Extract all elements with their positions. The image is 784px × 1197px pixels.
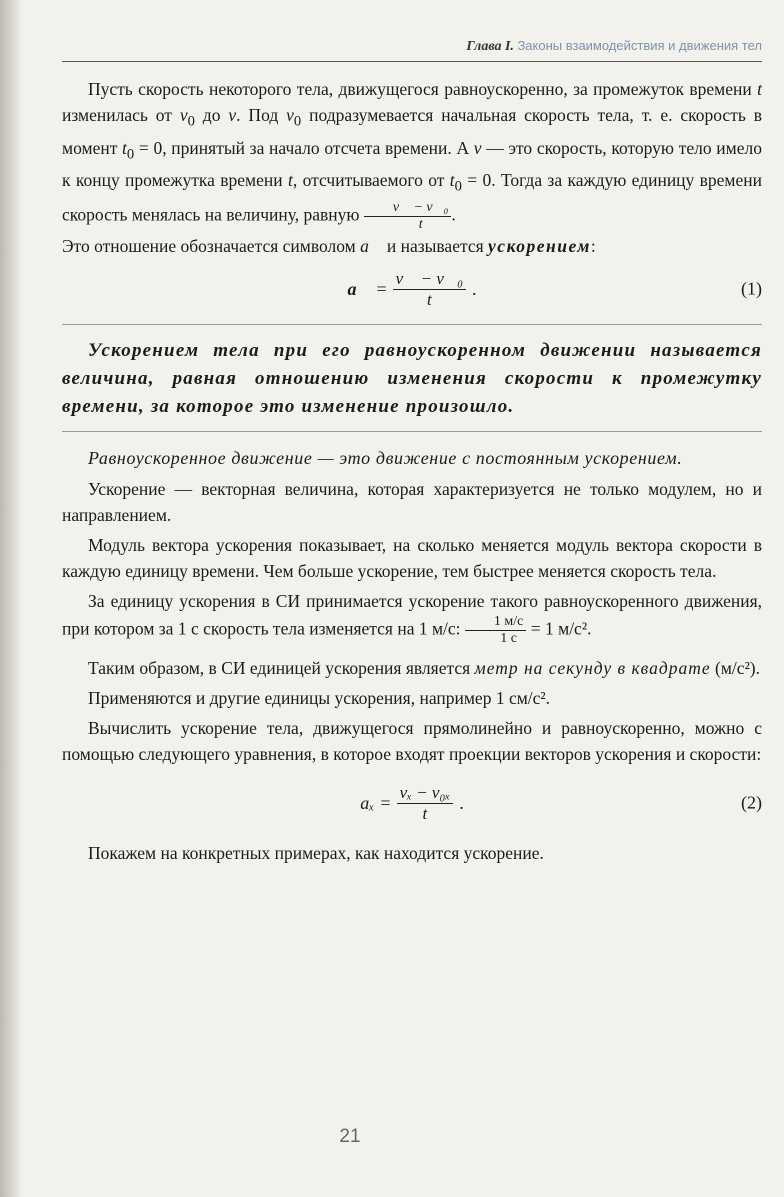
divider-top bbox=[62, 324, 762, 325]
paragraph-examples: Покажем на конкретных примерах, как находится ускорение. bbox=[88, 842, 544, 863]
divider-bottom bbox=[62, 431, 762, 432]
definition-box: Ускорением тела при его равноускоренном движении называется величина, равная отношению изменения скорости к промежутку времени, за которое это изменение произошло. bbox=[62, 339, 762, 417]
paragraph-unit-name: Таким образом, в СИ единицей ускорения является метр на секунду в квадрате (м/с²). bbox=[88, 657, 761, 678]
running-header bbox=[62, 38, 762, 62]
velocity-change-fraction: $\frac{\text{v⃗ − v⃗₀}}{t}$ bbox=[364, 200, 452, 233]
page-number: 21 bbox=[339, 1126, 361, 1147]
term-unit: метр на секунду в квадрате bbox=[474, 657, 711, 678]
book-page bbox=[62, 38, 762, 866]
formula-1: a⃗ = $\frac{\text{v⃗ − v⃗₀}}{t}$ . (1) bbox=[347, 268, 762, 309]
paragraph-other-units: Применяются и другие единицы ускорения, например 1 см/с². bbox=[88, 687, 551, 708]
paragraph-projection: Вычислить ускорение тела, движущегося прямолинейно и равноускоренно, можно с помощью следующего уравнения, в которое входят проекции векторов ускорения и скорости: bbox=[62, 717, 762, 764]
paragraph-modulus: Модуль вектора ускорения показывает, на сколько меняется модуль вектора скорости в каждую единицу времени. Чем больше ускорение, тем быстрее меняется скорость тела. bbox=[62, 534, 762, 581]
paragraph-acceleration-symbol: Это отношение обозначается символом a⃗ и называется ускорением: bbox=[62, 235, 596, 256]
paragraph-si-unit: За единицу ускорения в СИ принимается ускорение такого равноускоренного движения, при котором за 1 с скорость тела изменяется на 1 м/с: $\frac{1 м/с}{1 с}$ = 1 м/с². bbox=[62, 590, 762, 646]
formula-number-1: (1) bbox=[741, 278, 762, 299]
term-acceleration: ускорением bbox=[488, 235, 591, 256]
uniform-acceleration-note: Равноускоренное движение — это движение с постоянным ускорением. bbox=[88, 447, 683, 468]
chapter-title: Законы взаимодействия и движения тел bbox=[517, 38, 762, 53]
paragraph-vector: Ускорение — векторная величина, которая характеризуется не только модулем, но и направлением. bbox=[62, 478, 762, 525]
binding-shadow bbox=[0, 0, 22, 1197]
chapter-label: Глава I. bbox=[466, 39, 514, 54]
formula-number-2: (2) bbox=[741, 792, 762, 813]
paragraph-intro: Пусть скорость некоторого тела, движущегося равноускоренно, за промежуток времени t изменилась от $v_0$ до v. Под $v_0$ подразумевается начальная скорость тела, т. е. скорость в момент $t_0 = 0$, принятый за начало отсчета времени. А v — это скорость, которую тело имело к концу промежутка времени t, отсчитываемого от $t_0 = 0$. Тогда за каждую единицу времени скорость менялась на величину, равную $\frac{\text{v⃗ − v⃗₀}}{t}$ . bbox=[62, 79, 763, 232]
formula-2: aₓ = $\frac{\text{vₓ − v₀ₓ}}{t}$ . (2) bbox=[360, 782, 762, 823]
unit-fraction: $\frac{1 м/с}{1 с}$ bbox=[465, 614, 526, 647]
